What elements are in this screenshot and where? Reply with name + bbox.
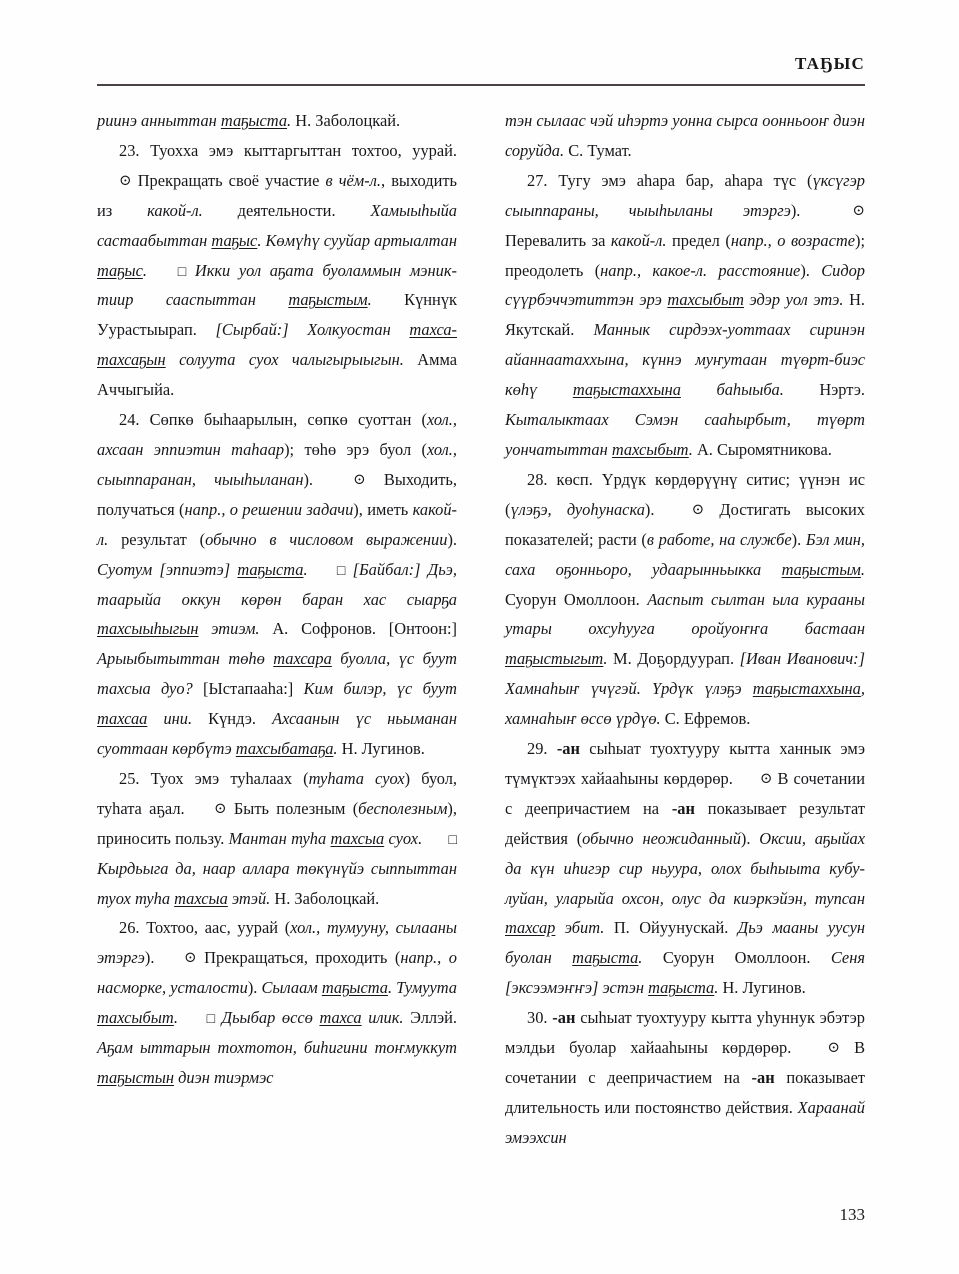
dictionary-sense: 29. -ан сыһыат туохтууру кытта ханнык эмэ түмүктээх хайааһыны көрдөрөр. ⊙ В сочетании с деепричастием на -ан показывает результат действия (обычно неожиданный). Оксии, аҕыйах да күн иһигэр сир ньуура, олох быһыыта кубулуйан, уларыйа охсон, олус да киэркэйэн, тупсан тахсар эбит. П. Ойуунускай. Дьэ мааны уусун буолан таҕыста. Суорун Омоллоон. Сеня [эксээмэҥҥэ] эстэн таҕыста. Н. Лугинов. [505,739,865,998]
paragraph-continuation: тэн сылаас чэй иһэртэ уонна сырса оонньооҥ диэн соруйда. С. Тумат. [505,111,865,160]
running-head: ТАҔЫС [794,54,865,73]
header-rule [97,84,865,86]
dictionary-sense: 26. Тохтоо, аас, уурай (хол., тумууну, сылааны этэргэ). ⊙ Прекращаться, проходить (напр., о насморке, усталости). Сылаам таҕыста. Тумуута тахсыбыт. □ Дьыбар өссө тахса илик. Эллэй. Аҕам ыттарын тохтотон, биһигини тоҥмуккут таҕыстын диэн тиэрмэс [97,918,458,1087]
right-column [505,106,865,1186]
dictionary-sense: 28. көсп. Үрдүк көрдөрүүнү ситис; үүнэн ис (үлэҕэ, дуоһунаска). ⊙ Достигать высоких показателей; расти (в работе, на службе). Бэл мин, саха оҕонньоро, удаарынньыкка таҕыстым. Суорун Омоллоон. Ааспыт сылтан ыла курааны утары охсуһууга оройуоҥҥа бастаан таҕыстыгыт. М. Доҕордуурап. [Иван Иванович:] Хамнаһыҥ үчүгэй. Үрдүк үлэҕэ таҕыстаххына, хамнаһыҥ өссө үрдүө. С. Ефремов. [505,469,866,729]
dictionary-sense: 25. Туох эмэ туһалаах (туһата суох) буол, туһата аҕал. ⊙ Быть полезным (бесполезным), приносить пользу. Мантан туһа тахсыа суох. □ Кырдьыга да, наар аллара төкүнүйэ сыппыттан туох туһа тахсыа этэй. Н. Заболоцкай. [97,768,457,908]
dictionary-sense: 27. Тугу эмэ аһара бар, аһара түс (үксүгэр сыыппараны, чыыһыланы этэргэ). ⊙ Перевалить за какой-л. предел (напр., о возрасте); преодолеть (напр., какое-л. расстояние). Сидор сүүрбэччэтиттэн эрэ тахсыбыт эдэр уол этэ. Н. Якутскай. Маннык сирдээх-уоттаах сиринэн айаннаатаххына, күннэ муҥутаан түөрт-биэс көһү таҕыстаххына баһыыба. Нэртэ. Кыталыктаах Сэмэн сааһырбыт, түөрт уончатыттан тахсыбыт. А. Сыромятникова. [505,170,866,459]
dictionary-sense: 23. Туохха эмэ кыттаргыттан тохтоо, уурай. ⊙ Прекращать своё участие в чём-л., выходить из какой-л. деятельности. Хамыыһыйа састаабыттан таҕыс. Көмүһү сууйар артыалтан таҕыс. □ Икки уол аҕата буоламмын мэниктиир сааспыттан таҕыстым. Күннүк Уурастыырап. [Сырбай:] Холкуостан тахса-тахсаҕын солуута суох чалыгырыыгын. Амма Аччыгыйа. [97,140,457,400]
left-column [97,106,457,1186]
paragraph-continuation: риинэ анныттан таҕыста. Н. Заболоцкай. [97,111,401,130]
dictionary-sense: 24. Сөпкө быһаарылын, сөпкө суоттан (хол., ахсаан эппиэтин таһаар); төһө эрэ буол (хол., сыыппаранан, чыыһыланан). ⊙ Выходить, получаться (напр., о решении задачи), иметь какой-л. результат (обычно в числовом выражении). Суотум [эппиэтэ] таҕыста. □ [Байбал:] Дьэ, таарыйа оккун көрөн баран хас сыарҕа тахсыыһыгын этиэм. А. Софронов. [Онтоон:] Арыыбытыттан төһө тахсара буолла, үс буут тахсыа дуо? [Ыстапааһа:] Ким билэр, үс буут тахсаа ини. Күндэ. Ахсаанын үс ньыманан суоттаан көрбүтэ тахсыбатаҕа. Н. Лугинов. [97,410,458,759]
page-number: 133 [839,1205,865,1224]
text-body [97,106,865,1186]
dictionary-sense: 30. -ан сыһыат туохтууру кытта уһуннук эбэтэр мэлдьи буолар хайааһыны көрдөрөр. ⊙ В сочетании с деепричастием на -ан показывает длительность или постоянство действия. Хараанай эмээхсин [505,1008,866,1147]
